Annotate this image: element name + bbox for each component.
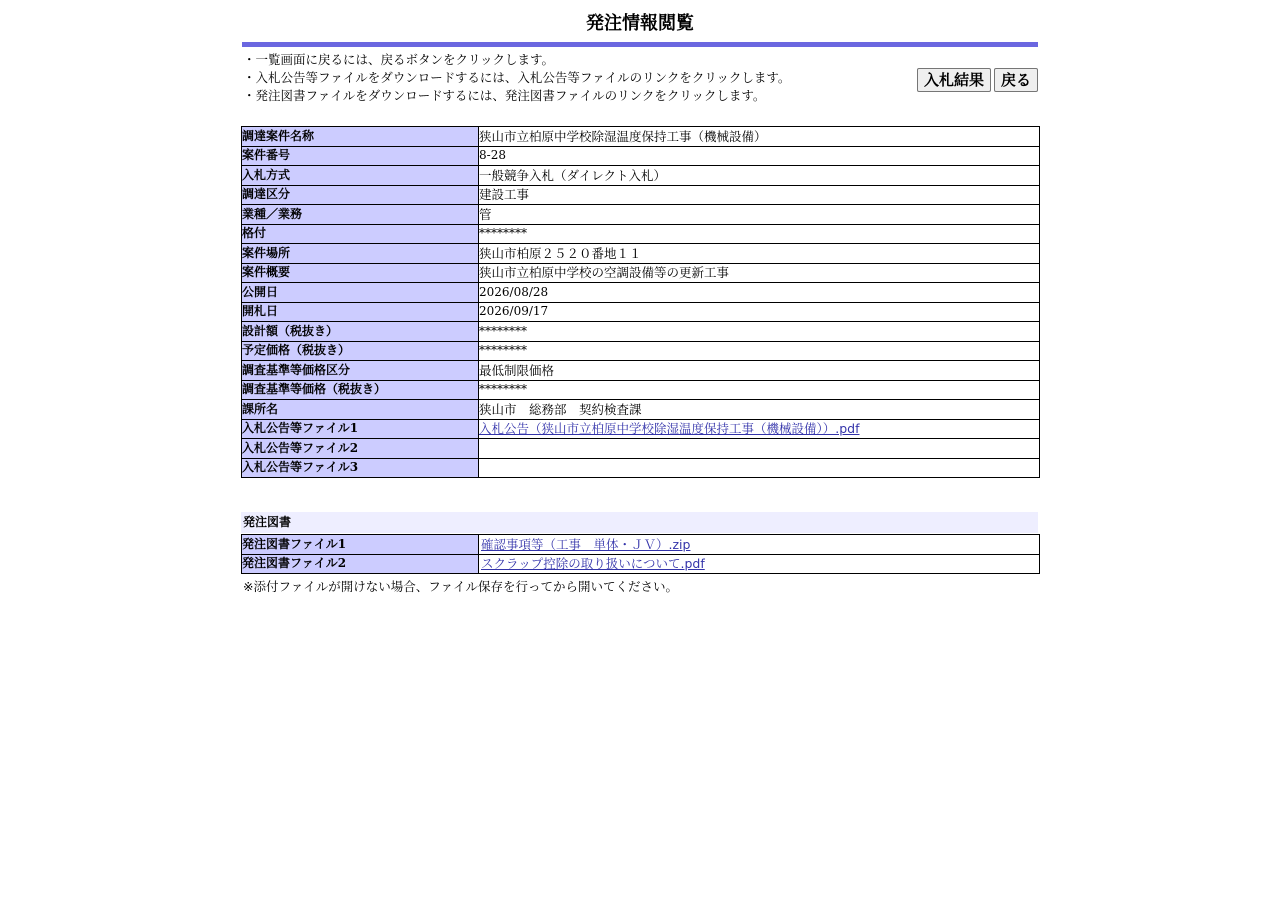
- row-value: [479, 535, 1040, 555]
- row-value: 狭山市柏原２５２０番地１１: [479, 244, 1040, 264]
- row-value: ********: [479, 341, 1040, 361]
- row-label: 案件番号: [242, 146, 479, 166]
- drawings-table: [241, 534, 1040, 574]
- table-row: [242, 535, 1040, 555]
- table-row: [242, 263, 1040, 283]
- drawings-section-title: 発注図書: [241, 512, 1038, 533]
- table-row: [242, 283, 1040, 303]
- row-label: 開札日: [242, 302, 479, 322]
- bid-results-button[interactable]: 入札結果: [917, 68, 991, 92]
- table-row: [242, 439, 1040, 459]
- table-row: [242, 361, 1040, 381]
- row-label: 公開日: [242, 283, 479, 303]
- table-row: [242, 322, 1040, 342]
- page-title: 発注情報閲覧: [586, 13, 694, 34]
- row-label: 案件場所: [242, 244, 479, 264]
- row-value: ********: [479, 224, 1040, 244]
- table-row: [242, 400, 1040, 420]
- row-value: [479, 419, 1040, 439]
- instruction-item: ・一覧画面に戻るには、戻るボタンをクリックします。: [243, 52, 555, 67]
- row-value: 2026/08/28: [479, 283, 1040, 303]
- drawing-file-link-1[interactable]: 確認事項等（工事 単体・ＪＶ）.zip: [481, 536, 691, 552]
- table-row: [242, 380, 1040, 400]
- row-label: 調達区分: [242, 185, 479, 205]
- row-value: 建設工事: [479, 185, 1040, 205]
- row-value: 狭山市立柏原中学校除湿温度保持工事（機械設備）: [479, 127, 1040, 147]
- drawing-file-link-2[interactable]: スクラップ控除の取り扱いについて.pdf: [481, 556, 705, 572]
- row-label: 調査基準等価格区分: [242, 361, 479, 381]
- notice-file-link-1[interactable]: 入札公告（狭山市立柏原中学校除湿温度保持工事（機械設備））.pdf: [479, 421, 860, 437]
- row-label: 格付: [242, 224, 479, 244]
- table-row: [242, 419, 1040, 439]
- row-value: ********: [479, 380, 1040, 400]
- table-row: [242, 166, 1040, 186]
- row-label: 課所名: [242, 400, 479, 420]
- table-row: [242, 127, 1040, 147]
- table-row: [242, 341, 1040, 361]
- action-buttons: [917, 68, 1038, 92]
- row-label: 調査基準等価格（税抜き）: [242, 380, 479, 400]
- row-label: 発注図書ファイル1: [242, 535, 479, 555]
- order-info-table: [241, 126, 1040, 478]
- back-button[interactable]: 戻る: [994, 68, 1038, 92]
- table-row: [242, 224, 1040, 244]
- table-row: [242, 146, 1040, 166]
- table-row: [242, 458, 1040, 478]
- table-row: [242, 185, 1040, 205]
- row-value: 管: [479, 205, 1040, 225]
- row-label: 入札公告等ファイル3: [242, 458, 479, 478]
- row-label: 入札公告等ファイル2: [242, 439, 479, 459]
- row-label: 調達案件名称: [242, 127, 479, 147]
- attachment-note: ※添付ファイルが開けない場合、ファイル保存を行ってから開いてください。: [243, 579, 678, 594]
- page-container: [241, 0, 1039, 595]
- table-row: [242, 302, 1040, 322]
- instruction-item: ・入札公告等ファイルをダウンロードするには、入札公告等ファイルのリンクをクリックします。: [243, 70, 791, 85]
- row-label: 予定価格（税抜き）: [242, 341, 479, 361]
- row-label: 発注図書ファイル2: [242, 554, 479, 574]
- row-value: 8-28: [479, 146, 1040, 166]
- row-value: 最低制限価格: [479, 361, 1040, 381]
- row-value: 狭山市 総務部 契約検査課: [479, 400, 1040, 420]
- row-label: 入札方式: [242, 166, 479, 186]
- row-label: 業種／業務: [242, 205, 479, 225]
- row-value: [479, 554, 1040, 574]
- instructions-area: [241, 47, 1039, 119]
- row-value: [479, 458, 1040, 478]
- row-label: 入札公告等ファイル1: [242, 419, 479, 439]
- table-row: [242, 244, 1040, 264]
- instruction-item: ・発注図書ファイルをダウンロードするには、発注図書ファイルのリンクをクリックします。: [243, 88, 766, 103]
- row-value: 一般競争入札（ダイレクト入札）: [479, 166, 1040, 186]
- row-label: 案件概要: [242, 263, 479, 283]
- table-row: [242, 554, 1040, 574]
- table-row: [242, 205, 1040, 225]
- row-value: [479, 439, 1040, 459]
- row-value: 狭山市立柏原中学校の空調設備等の更新工事: [479, 263, 1040, 283]
- row-value: ********: [479, 322, 1040, 342]
- row-label: 設計額（税抜き）: [242, 322, 479, 342]
- row-value: 2026/09/17: [479, 302, 1040, 322]
